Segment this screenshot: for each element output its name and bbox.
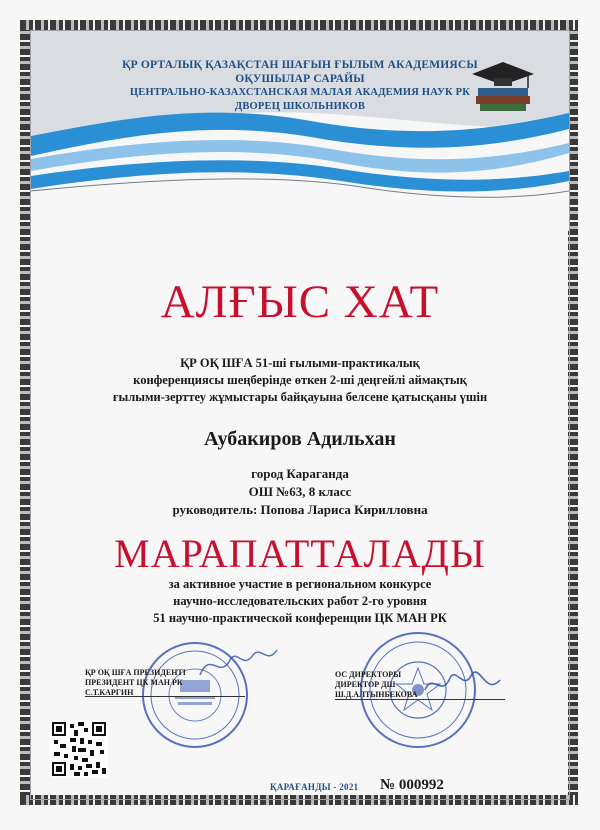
recipient-name: Аубакиров Адильхан — [204, 428, 396, 450]
award-reason — [0, 576, 600, 627]
left-signatory-line-2: ПРЕЗИДЕНТ ЦК МАН РК — [85, 678, 183, 687]
header-line-4: ДВОРЕЦ ШКОЛЬНИКОВ — [234, 101, 366, 112]
reason-line-1: за активное участие в региональном конкурсе — [168, 577, 432, 591]
reason-line-2: научно-исследовательских работ 2-го уровня — [173, 594, 427, 608]
header-line-2: ОҚУШЫЛАР САРАЙЫ — [235, 73, 365, 85]
right-signatory-line-3: Ш.Д.АЛТЫНБЕКОВА — [335, 690, 418, 699]
intro-line-3: ғылыми-зерттеу жұмыстары байқауына белсене қатысқаны үшін — [112, 390, 488, 404]
right-signatory-line-1: ОС ДИРЕКТОРЫ — [335, 670, 402, 679]
right-signature-line — [335, 699, 505, 700]
left-signatory-line-3: С.Т.КАРГИН — [85, 688, 134, 697]
intro-line-2: конференциясы шеңберінде өткен 2-ші деңгейлі аймақтық — [133, 373, 467, 387]
recipient-school: ОШ №63, 8 класс — [248, 484, 352, 499]
recipient-city: город Караганда — [251, 466, 349, 481]
award-heading: МАРАПАТТАЛАДЫ — [114, 531, 486, 576]
left-signatory — [85, 668, 245, 698]
recipient-supervisor: руководитель: Попова Лариса Кирилловна — [172, 502, 428, 517]
header-line-3: ЦЕНТРАЛЬНО-КАЗАХСТАНСКАЯ МАЛАЯ АКАДЕМИЯ НАУК РК — [129, 87, 471, 98]
city-year: ҚАРАҒАНДЫ - 2021 — [270, 782, 359, 792]
certificate-number: № 000992 — [380, 777, 444, 793]
right-signatory — [335, 670, 505, 700]
reason-line-3: 51 научно-практической конференции ЦК МАН РК — [153, 611, 447, 625]
left-signatory-line-1: ҚР ОҚ ШҒА ПРЕЗИДЕНТІ — [85, 668, 186, 677]
header-line-1: ҚР ОРТАЛЫҚ ҚАЗАҚСТАН ШАҒЫН ҒЫЛЫМ АКАДЕМИЯСЫ — [122, 59, 478, 71]
organization-header — [100, 58, 500, 114]
intro-text — [60, 355, 540, 406]
recipient-details — [0, 465, 600, 519]
qr-code-icon — [50, 720, 108, 778]
certificate-title: АЛҒЫС ХАТ — [160, 276, 440, 328]
intro-line-1: ҚР ОҚ ШҒА 51-ші ғылыми-практикалық — [180, 356, 420, 370]
left-signature-line — [85, 696, 245, 697]
graduation-cap-books-icon — [468, 58, 538, 118]
right-signatory-line-2: ДИРЕКТОР ДШ — [335, 680, 396, 689]
